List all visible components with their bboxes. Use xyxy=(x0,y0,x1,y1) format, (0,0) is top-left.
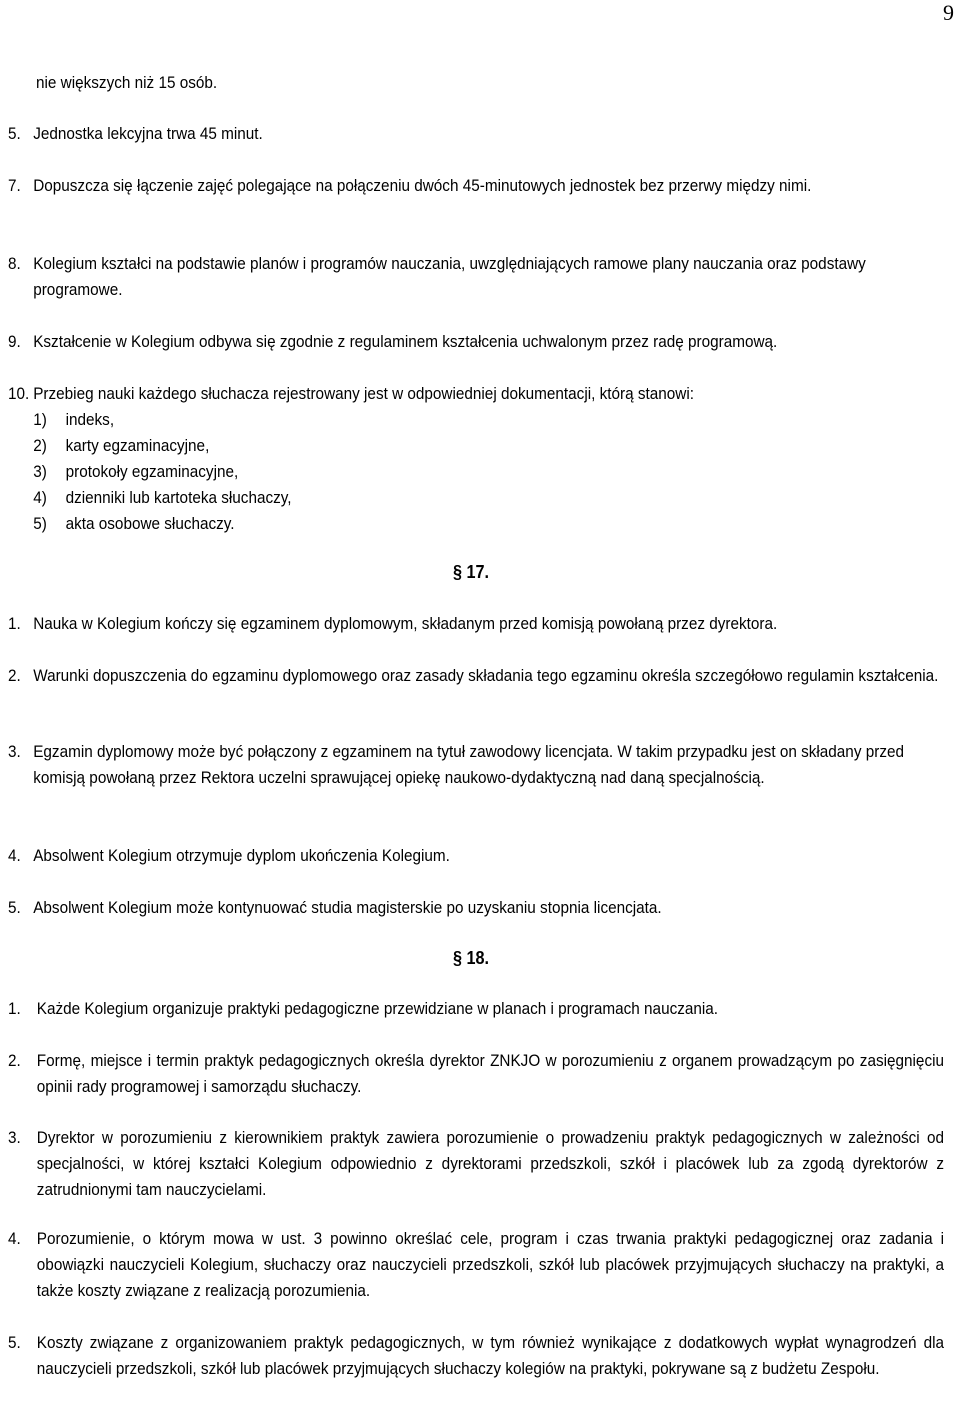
list-item xyxy=(8,739,944,791)
item-number: 5. xyxy=(8,898,21,917)
sublist-item: 1) indeks, xyxy=(33,410,115,429)
item-text: Egzamin dyplomowy może być połączony z egzaminem na tytuł zawodowy licencjata. W takim przypadku jest on składany przed komisją powołaną przez Rektora uczelni sprawującej opiekę naukowo-dydaktyczną nad daną specjalnością. xyxy=(33,742,905,787)
list-item xyxy=(8,381,944,537)
item-text: Każde Kolegium organizuje praktyki pedagogiczne przewidziane w planach i programach nauczania. xyxy=(36,999,719,1018)
list-item xyxy=(8,329,944,355)
list-item xyxy=(8,173,944,199)
item-number: 4. xyxy=(8,846,21,865)
item-number: 2. xyxy=(8,666,21,685)
sublist-item: 5) akta osobowe słuchaczy. xyxy=(33,514,235,533)
item-text: Formę, miejsce i termin praktyk pedagogicznych określa dyrektor ZNKJO w porozumieniu z organem prowadzącym po zasięgnięciu opinii rady programowej i samorządu słuchaczy. xyxy=(36,1051,945,1096)
item-number: 1. xyxy=(8,999,21,1018)
list-item xyxy=(8,1330,944,1382)
list-item xyxy=(8,663,944,689)
item-number: 7. xyxy=(8,176,21,195)
continuation-line: nie większych niż 15 osób. xyxy=(36,73,218,92)
item-text: Koszty związane z organizowaniem praktyk pedagogicznych, w tym również wynikające z dodatkowych wypłat wynagrodzeń dla nauczycieli przedszkoli, szkół lub placówek przyjmujących słuchaczy kolegiów na praktyki, pokrywane są z budżetu Zespołu. xyxy=(36,1333,945,1378)
list-item xyxy=(8,611,944,637)
list-item xyxy=(8,121,944,147)
section-heading-17: § 17. xyxy=(453,562,490,582)
item-text: Kolegium kształci na podstawie planów i programów nauczania, uwzględniających ramowe plany nauczania oraz podstawy programowe. xyxy=(33,254,866,299)
item-number: 1. xyxy=(8,614,21,633)
item-text: Dyrektor w porozumieniu z kierownikiem praktyk zawiera porozumienie o prowadzeniu praktyk pedagogicznych w zależności od specjalności, w której kształci Kolegium odpowiednio z dyrektorami przedszkoli, szkół i placówek lub za zgodą dyrektorów z zatrudnionymi tam nauczycielami. xyxy=(36,1128,945,1199)
item-text: Nauka w Kolegium kończy się egzaminem dyplomowym, składanym przed komisją powołaną przez dyrektora. xyxy=(33,614,778,633)
list-item xyxy=(8,1226,944,1304)
item-text: Porozumienie, o którym mowa w ust. 3 powinno określać cele, program i czas trwania praktyki pedagogicznej oraz zadania i obowiązki nauczycieli Kolegium, słuchaczy oraz nauczycieli przedszkoli, szkół lub placówek przyjmujących słuchaczy na praktyki, a także koszty związane z realizacją porozumienia. xyxy=(36,1229,945,1300)
list-item xyxy=(8,251,944,303)
list-item xyxy=(8,996,944,1022)
item-number: 2. xyxy=(8,1051,21,1070)
item-text: Absolwent Kolegium otrzymuje dyplom ukończenia Kolegium. xyxy=(33,846,450,865)
sublist-item: 3) protokoły egzaminacyjne, xyxy=(33,462,239,481)
sublist-item: 4) dzienniki lub kartoteka słuchaczy, xyxy=(33,488,292,507)
item-number: 10. xyxy=(8,384,30,403)
item-number: 9. xyxy=(8,332,21,351)
list-item xyxy=(8,1125,944,1203)
item-number: 3. xyxy=(8,742,21,761)
item-text: Przebieg nauki każdego słuchacza rejestrowany jest w odpowiedniej dokumentacji, którą stanowi: xyxy=(33,384,695,403)
item-text: Absolwent Kolegium może kontynuować studia magisterskie po uzyskaniu stopnia licencjata. xyxy=(33,898,662,917)
list-item xyxy=(8,1048,944,1100)
page-number: 9 xyxy=(943,0,954,25)
item-number: 3. xyxy=(8,1128,21,1147)
item-text: Kształcenie w Kolegium odbywa się zgodnie z regulaminem kształcenia uchwalonym przez radę programową. xyxy=(33,332,778,351)
item-number: 8. xyxy=(8,254,21,273)
item-text: Dopuszcza się łączenie zajęć polegające na połączeniu dwóch 45-minutowych jednostek bez przerwy między nimi. xyxy=(33,176,812,195)
sublist-item: 2) karty egzaminacyjne, xyxy=(33,436,210,455)
item-number: 4. xyxy=(8,1229,21,1248)
item-text: Jednostka lekcyjna trwa 45 minut. xyxy=(33,124,263,143)
item-number: 5. xyxy=(8,124,21,143)
item-text: Warunki dopuszczenia do egzaminu dyplomowego oraz zasady składania tego egzaminu określa szczegółowo regulamin kształcenia. xyxy=(33,666,939,685)
item-number: 5. xyxy=(8,1333,21,1352)
list-item xyxy=(8,843,944,869)
list-item xyxy=(8,895,944,921)
section-heading-18: § 18. xyxy=(453,948,490,968)
